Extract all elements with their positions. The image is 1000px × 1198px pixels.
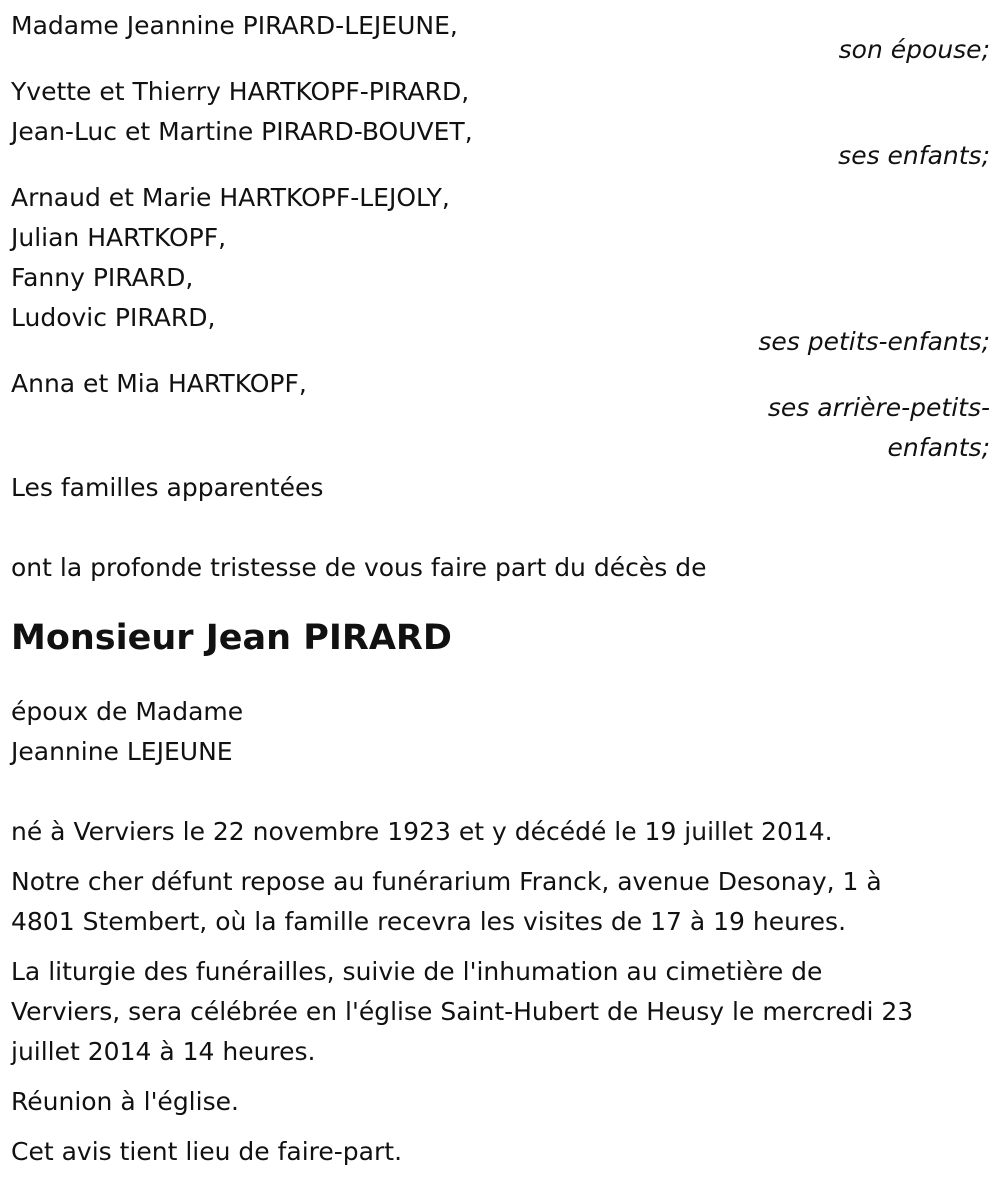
related-families: Les familles apparentées (11, 473, 324, 502)
deceased-spouse-line2: Jeannine LEJEUNE (11, 737, 233, 766)
liturgy-line3: juillet 2014 à 14 heures. (11, 1037, 316, 1066)
deceased-name: Monsieur Jean PIRARD (11, 618, 452, 658)
spouse-group (11, 6, 990, 70)
grandchild-name: Ludovic PIRARD, (11, 303, 216, 332)
great-grandchildren-role-line2: enfants; (887, 433, 990, 462)
grandchildren-role: ses petits-enfants; (758, 327, 990, 356)
rest-place-line1: Notre cher défunt repose au funérarium Franck, avenue Desonay, 1 à (11, 867, 882, 896)
birth-death-text: né à Verviers le 22 novembre 1923 et y décédé le 19 juillet 2014. (11, 817, 833, 846)
child-name: Yvette et Thierry HARTKOPF-PIRARD, (11, 77, 470, 106)
grandchild-name: Julian HARTKOPF, (11, 223, 227, 252)
rest-place-line2: 4801 Stembert, où la famille recevra les visites de 17 à 19 heures. (11, 907, 847, 936)
spouse-role: son épouse; (838, 35, 990, 64)
deceased-spouse-line1: époux de Madame (11, 697, 244, 726)
great-grandchild-name: Anna et Mia HARTKOPF, (11, 369, 307, 398)
great-grandchildren-group (11, 364, 990, 468)
child-name: Jean-Luc et Martine PIRARD-BOUVET, (11, 117, 473, 146)
children-role: ses enfants; (838, 141, 990, 170)
spouse-name: Madame Jeannine PIRARD-LEJEUNE, (11, 11, 458, 40)
grandchild-name: Fanny PIRARD, (11, 263, 194, 292)
great-grandchildren-role-line1: ses arrière-petits- (767, 393, 990, 422)
notice-text: Cet avis tient lieu de faire-part. (11, 1137, 403, 1166)
grandchildren-group (11, 178, 990, 362)
announcement-text: ont la profonde tristesse de vous faire part du décès de (11, 553, 707, 582)
meeting-text: Réunion à l'église. (11, 1087, 239, 1116)
liturgy-line2: Verviers, sera célébrée en l'église Saint-Hubert de Heusy le mercredi 23 (11, 997, 914, 1026)
children-group (11, 72, 990, 176)
grandchild-name: Arnaud et Marie HARTKOPF-LEJOLY, (11, 183, 450, 212)
liturgy-line1: La liturgie des funérailles, suivie de l'inhumation au cimetière de (11, 957, 823, 986)
